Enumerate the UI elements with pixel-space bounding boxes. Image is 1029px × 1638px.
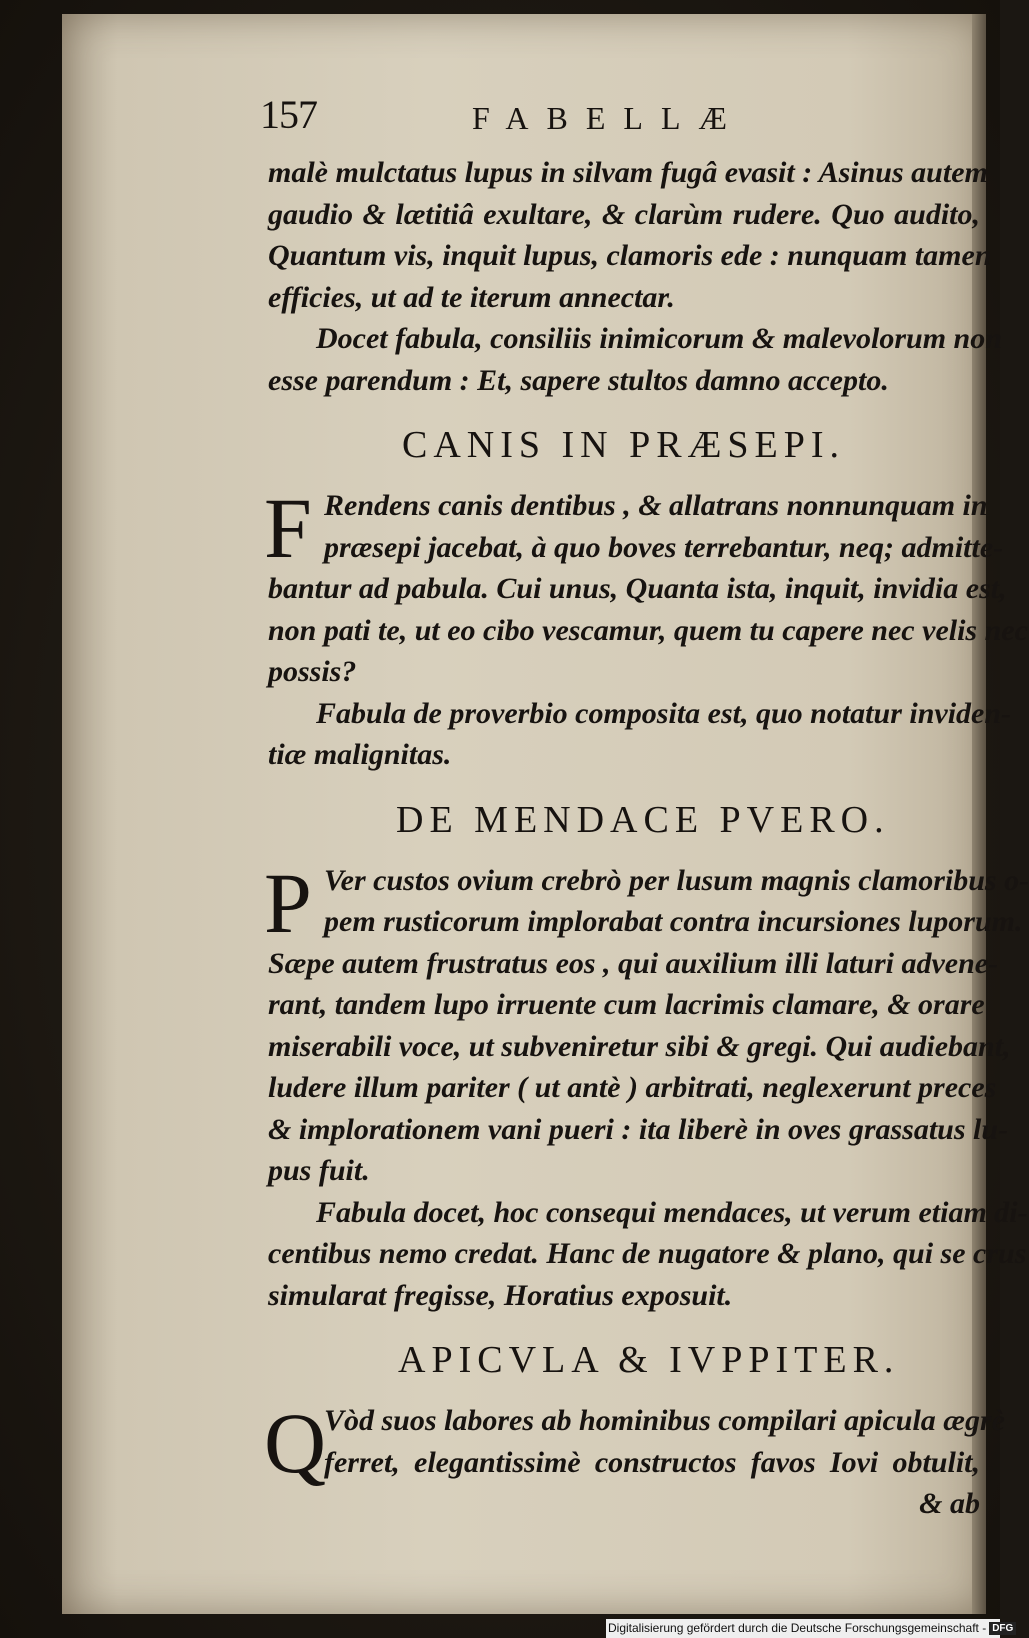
page-number: 157 bbox=[260, 92, 317, 137]
moral-line: Fabula docet, hoc consequi mendaces, ut verum etiam di- bbox=[316, 1195, 1028, 1229]
fable-2-body-cont bbox=[268, 568, 1028, 776]
text-line: non pati te, ut eo cibo vescamur, quem tu capere nec velis nec bbox=[268, 613, 1028, 647]
running-head: FABELLÆ bbox=[472, 100, 745, 136]
dfg-logo: DFG bbox=[989, 1622, 1016, 1635]
fable-2-body bbox=[264, 480, 1004, 576]
text-line: & implorationem vani pueri : ita liberè in oves grassatus lu- bbox=[268, 1112, 1009, 1146]
text-line: possis? bbox=[268, 655, 357, 688]
text-line: ludere illum pariter ( ut antè ) arbitrati, neglexerunt preces bbox=[268, 1071, 997, 1104]
fable-title: DE MENDACE PVERO. bbox=[396, 798, 890, 841]
text-line: malè mulctatus lupus in silvam fugâ evasit : Asinus autem bbox=[268, 156, 988, 189]
text-line: præsepi jacebat, à quo boves terrebantur, neq; admitte- bbox=[324, 530, 1004, 564]
text-line: miserabili voce, ut subveniretur sibi & gregi. Qui audiebant, bbox=[268, 1029, 1011, 1063]
text-line: rant, tandem lupo irruente cum lacrimis clamare, & orare bbox=[268, 988, 985, 1021]
moral-line: simularat fregisse, Horatius exposuit. bbox=[268, 1278, 733, 1312]
drop-cap: P bbox=[264, 854, 312, 951]
catchword: & ab bbox=[919, 1487, 980, 1520]
text-line: pus fuit. bbox=[268, 1154, 370, 1187]
fable-3-body-cont bbox=[268, 943, 1028, 1317]
moral-line: centibus nemo credat. Hanc de nugatore & plano, qui se crus bbox=[268, 1237, 1027, 1270]
text-line: Ver custos ovium crebrò per lusum magnis clamoribus o- bbox=[324, 863, 1029, 897]
text-line: Sæpe autem frustratus eos , qui auxilium illi laturi advene- bbox=[268, 946, 999, 980]
moral-line: Docet fabula, consiliis inimicorum & malevolorum non bbox=[316, 322, 1002, 355]
page-text bbox=[260, 92, 1029, 1525]
text-line: ferret, elegantissimè constructos favos Iovi obtulit, bbox=[324, 1445, 980, 1479]
page-header bbox=[260, 92, 980, 152]
text-line: gaudio & lætitiâ exultare, & clarùm rudere. Quo audito, bbox=[268, 197, 980, 231]
fable-title: CANIS IN PRÆSEPI. bbox=[402, 424, 846, 466]
fable-1-ending bbox=[268, 152, 1002, 401]
moral-line: Fabula de proverbio composita est, quo notatur inviden- bbox=[316, 696, 1012, 730]
text-line: bantur ad pabula. Cui unus, Quanta ista, inquit, invidia est, bbox=[268, 572, 1007, 605]
moral-line: esse parendum : Et, sapere stultos damno accepto. bbox=[268, 363, 889, 397]
text-line: Quantum vis, inquit lupus, clamoris ede : nunquam tamen bbox=[268, 239, 992, 272]
fable-3-body bbox=[264, 854, 1029, 951]
credit-text: Digitalisierung gefördert durch die Deutsche Forschungsgemeinschaft - bbox=[608, 1621, 987, 1635]
text-line: Vòd suos labores ab hominibus compilari apicula ægrè bbox=[324, 1404, 1005, 1437]
digitization-credit bbox=[606, 1619, 1014, 1638]
drop-cap: Q bbox=[264, 1395, 327, 1491]
text-line: Rendens canis dentibus , & allatrans nonnunquam in bbox=[324, 489, 988, 522]
text-line: pem rusticorum implorabat contra incursiones luporum. bbox=[324, 905, 1023, 938]
drop-cap: F bbox=[264, 480, 312, 576]
moral-line: tiæ malignitas. bbox=[268, 738, 452, 771]
text-line: efficies, ut ad te iterum annectar. bbox=[268, 280, 675, 314]
fable-4-body bbox=[264, 1395, 1005, 1491]
fable-title: APICVLA & IVPPITER. bbox=[398, 1339, 900, 1381]
